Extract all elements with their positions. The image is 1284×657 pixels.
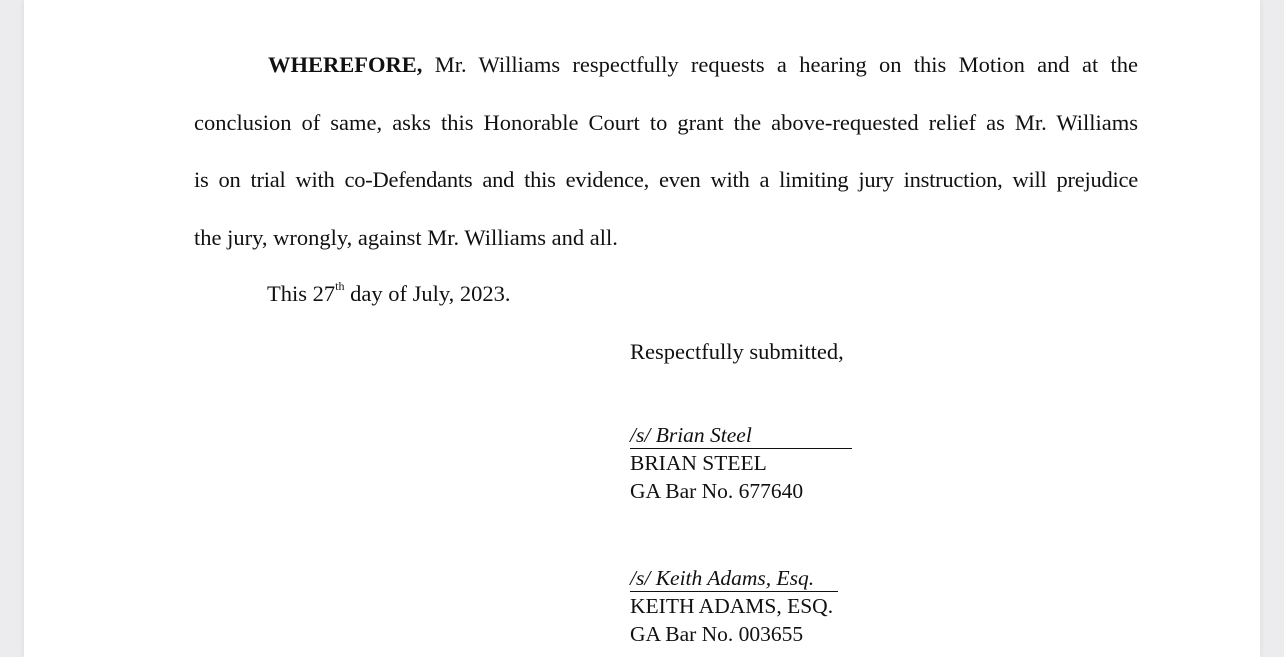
signature-block-keith-adams xyxy=(630,565,838,648)
paragraph-line-1-text: Mr. Williams respectfully requests a hearing on this Motion and at the xyxy=(434,52,1138,77)
signature-line: /s/ Brian Steel xyxy=(630,422,852,449)
wherefore-heading: WHEREFORE, xyxy=(268,52,423,77)
signature-line: /s/ Keith Adams, Esq. xyxy=(630,565,838,592)
signature-block-brian-steel xyxy=(630,422,852,505)
bar-number: GA Bar No. 677640 xyxy=(630,479,804,503)
paragraph-line-2: conclusion of same, asks this Honorable Court to grant the above-requested relief as Mr. Williams xyxy=(194,110,1138,135)
date-suffix: day of July, 2023. xyxy=(350,281,511,306)
closing-line: Respectfully submitted, xyxy=(630,339,844,364)
signer-name: BRIAN STEEL xyxy=(630,451,767,475)
signer-name: KEITH ADAMS, ESQ. xyxy=(630,594,834,618)
date-line xyxy=(267,278,511,307)
bar-number: GA Bar No. 003655 xyxy=(630,622,804,646)
cut-off-text-fragment xyxy=(630,651,950,657)
paragraph-line-4: the jury, wrongly, against Mr. Williams and all. xyxy=(194,225,618,250)
paragraph-line-1 xyxy=(194,51,1138,78)
paragraph-line-3: is on trial with co-Defendants and this evidence, even with a limiting jury instruction, will prejudice xyxy=(194,167,1138,192)
date-prefix: This 27 xyxy=(267,281,336,306)
date-ordinal-suffix: th xyxy=(335,278,345,293)
document-page xyxy=(24,0,1260,657)
